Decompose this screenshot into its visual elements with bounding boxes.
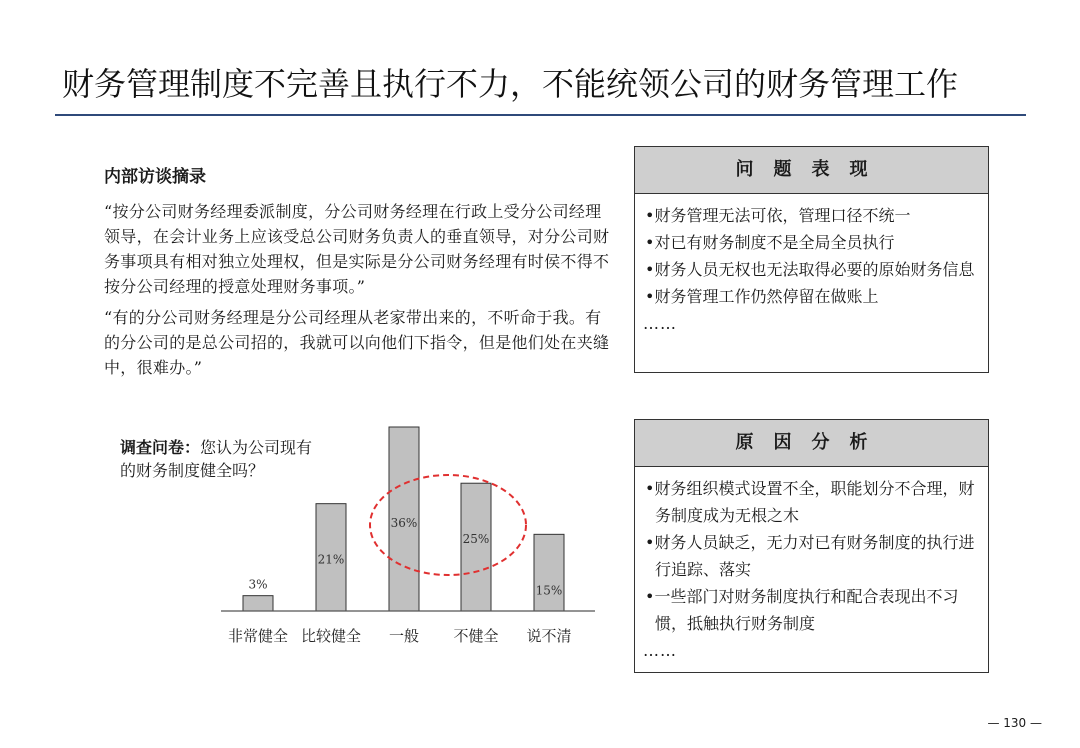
- bar-value-label-2: 21%: [317, 552, 345, 567]
- survey-label: 调查问卷：: [120, 438, 201, 457]
- problems-header: 问题表现: [635, 147, 988, 194]
- interview-section: [104, 165, 612, 386]
- title-divider: [55, 114, 1026, 116]
- category-label-4: 不健全: [453, 627, 499, 645]
- category-label-5: 说不清: [526, 627, 572, 645]
- problems-box: [634, 146, 989, 373]
- causes-header: 原因分析: [635, 420, 988, 467]
- category-label-2: 比较健全: [300, 627, 362, 645]
- problem-item-2: •对已有财务制度不是全局全员执行: [645, 233, 895, 252]
- cause-item-2: •财务人员缺乏，无力对已有财务制度的执行进行追踪、落实: [645, 533, 975, 579]
- problems-list: [635, 194, 988, 343]
- cause-item-1: •财务组织模式设置不全，职能划分不合理，财务制度成为无根之木: [645, 479, 975, 525]
- category-label-1: 非常健全: [227, 627, 289, 645]
- survey-question-text: 您认为公司现有的财务制度健全吗？: [120, 438, 313, 480]
- problem-item-ellipsis: ……: [643, 314, 677, 333]
- causes-box: [634, 419, 989, 673]
- problem-item-1: •财务管理无法可依，管理口径不统一: [645, 206, 911, 225]
- problem-item-4: •财务管理工作仍然停留在做账上: [645, 287, 879, 306]
- bar-value-label-1: 3%: [248, 577, 268, 592]
- cause-item-ellipsis: ……: [643, 641, 677, 660]
- interview-quote-2: “有的分公司财务经理是分公司经理从老家带出来的，不听命于我。有的分公司的是总公司招的，我就可以向他们下指令，但是他们处在夹缝中，很难办。”: [104, 308, 610, 377]
- bar-5: [534, 534, 564, 611]
- problem-item-3: •财务人员无权也无法取得必要的原始财务信息: [645, 260, 975, 279]
- page-number: — 130 —: [987, 716, 1042, 730]
- page-title: 财务管理制度不完善且执行不力，不能统领公司的财务管理工作: [62, 65, 959, 103]
- bar-1: [243, 596, 273, 611]
- causes-list: [635, 467, 988, 670]
- bars-layer: [228, 427, 572, 645]
- bar-value-label-4: 25%: [462, 532, 490, 547]
- bar-value-label-3: 36%: [390, 516, 418, 530]
- interview-heading: 内部访谈摘录: [104, 167, 206, 187]
- interview-quote-1: “按分公司财务经理委派制度，分公司财务经理在行政上受分公司经理领导，在会计业务上应该受总公司财务负责人的垂直领导，对分公司财务事项具有相对独立处理权，但是实际是分公司财务经理有时侯不得不按分公司经理的授意处理财务事项。”: [104, 202, 610, 296]
- category-label-3: 一般: [388, 627, 420, 645]
- bar-4: [461, 483, 491, 611]
- bar-value-label-5: 15%: [535, 583, 563, 598]
- survey-bar-chart: [205, 418, 605, 658]
- cause-item-3: •一些部门对财务制度执行和配合表现出不习惯，抵触执行财务制度: [645, 587, 959, 633]
